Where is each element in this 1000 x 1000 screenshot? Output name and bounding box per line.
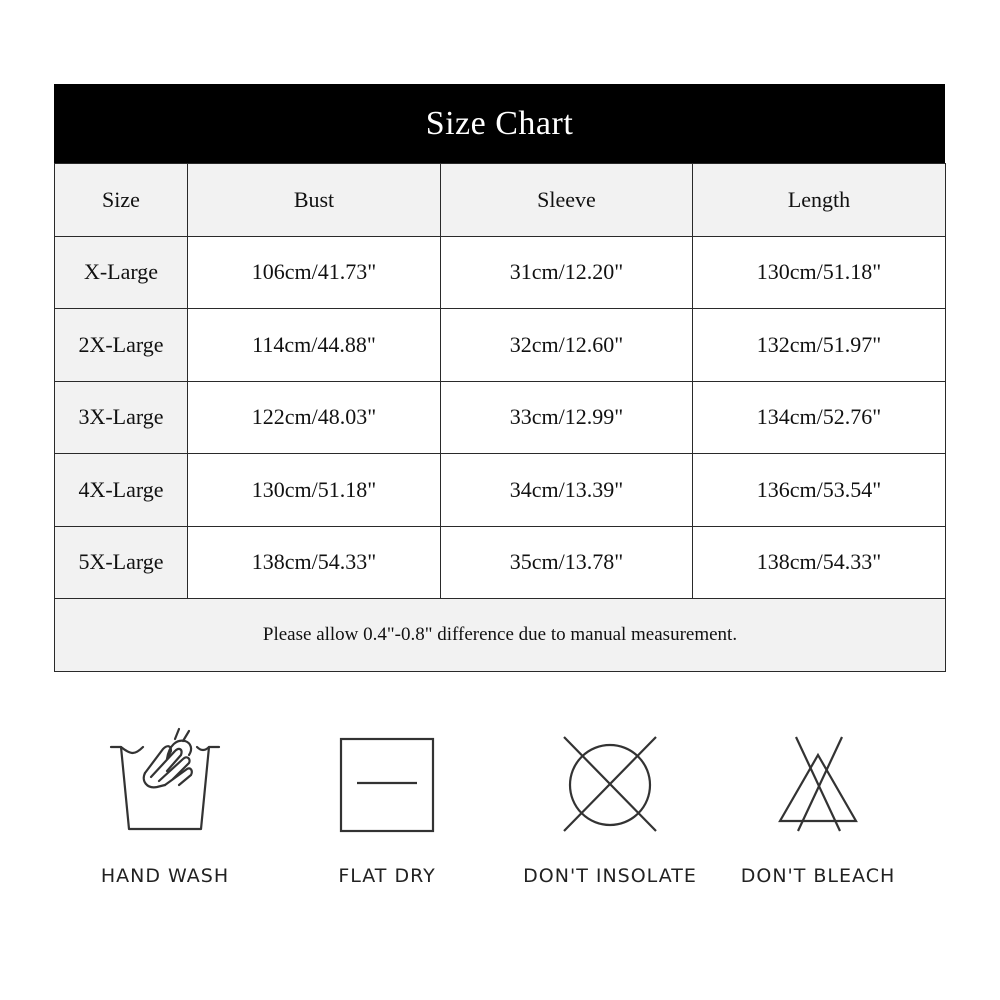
- size-cell: 3X-Large: [55, 381, 188, 454]
- size-table: [54, 163, 946, 672]
- table-row: [55, 309, 946, 382]
- size-cell: X-Large: [55, 236, 188, 309]
- header-length: Length: [693, 164, 946, 237]
- sleeve-cell: 34cm/13.39": [441, 454, 693, 527]
- sleeve-cell: 31cm/12.20": [441, 236, 693, 309]
- bust-cell: 138cm/54.33": [188, 526, 441, 599]
- sleeve-cell: 35cm/13.78": [441, 526, 693, 599]
- table-row: [55, 526, 946, 599]
- care-item-hand-wash: [65, 715, 265, 887]
- care-item-dont-bleach: [718, 715, 918, 887]
- care-item-flat-dry: [287, 715, 487, 887]
- table-row: [55, 236, 946, 309]
- bust-cell: 122cm/48.03": [188, 381, 441, 454]
- table-header-row: [55, 164, 946, 237]
- dont-bleach-icon: [758, 715, 878, 835]
- care-item-dont-insolate: [510, 715, 710, 887]
- sleeve-cell: 33cm/12.99": [441, 381, 693, 454]
- care-label-hand-wash: HAND WASH: [100, 865, 230, 887]
- chart-title: Size Chart: [54, 84, 945, 163]
- sleeve-cell: 32cm/12.60": [441, 309, 693, 382]
- care-instructions: [0, 715, 1000, 915]
- size-cell: 2X-Large: [55, 309, 188, 382]
- header-size: Size: [55, 164, 188, 237]
- length-cell: 138cm/54.33": [693, 526, 946, 599]
- size-chart: [54, 84, 945, 672]
- length-cell: 134cm/52.76": [693, 381, 946, 454]
- length-cell: 136cm/53.54": [693, 454, 946, 527]
- table-row: [55, 454, 946, 527]
- bust-cell: 114cm/44.88": [188, 309, 441, 382]
- measurement-note: Please allow 0.4"-0.8" difference due to manual measurement.: [55, 599, 946, 672]
- header-sleeve: Sleeve: [441, 164, 693, 237]
- flat-dry-icon: [327, 715, 447, 835]
- hand-wash-icon: [105, 715, 225, 835]
- size-cell: 4X-Large: [55, 454, 188, 527]
- care-label-flat-dry: FLAT DRY: [338, 865, 436, 887]
- bust-cell: 106cm/41.73": [188, 236, 441, 309]
- header-bust: Bust: [188, 164, 441, 237]
- table-row: [55, 381, 946, 454]
- care-label-dont-bleach: DON'T BLEACH: [740, 865, 896, 887]
- note-row: [55, 599, 946, 672]
- length-cell: 130cm/51.18": [693, 236, 946, 309]
- length-cell: 132cm/51.97": [693, 309, 946, 382]
- size-cell: 5X-Large: [55, 526, 188, 599]
- care-label-dont-insolate: DON'T INSOLATE: [523, 865, 697, 887]
- bust-cell: 130cm/51.18": [188, 454, 441, 527]
- dont-insolate-icon: [550, 715, 670, 835]
